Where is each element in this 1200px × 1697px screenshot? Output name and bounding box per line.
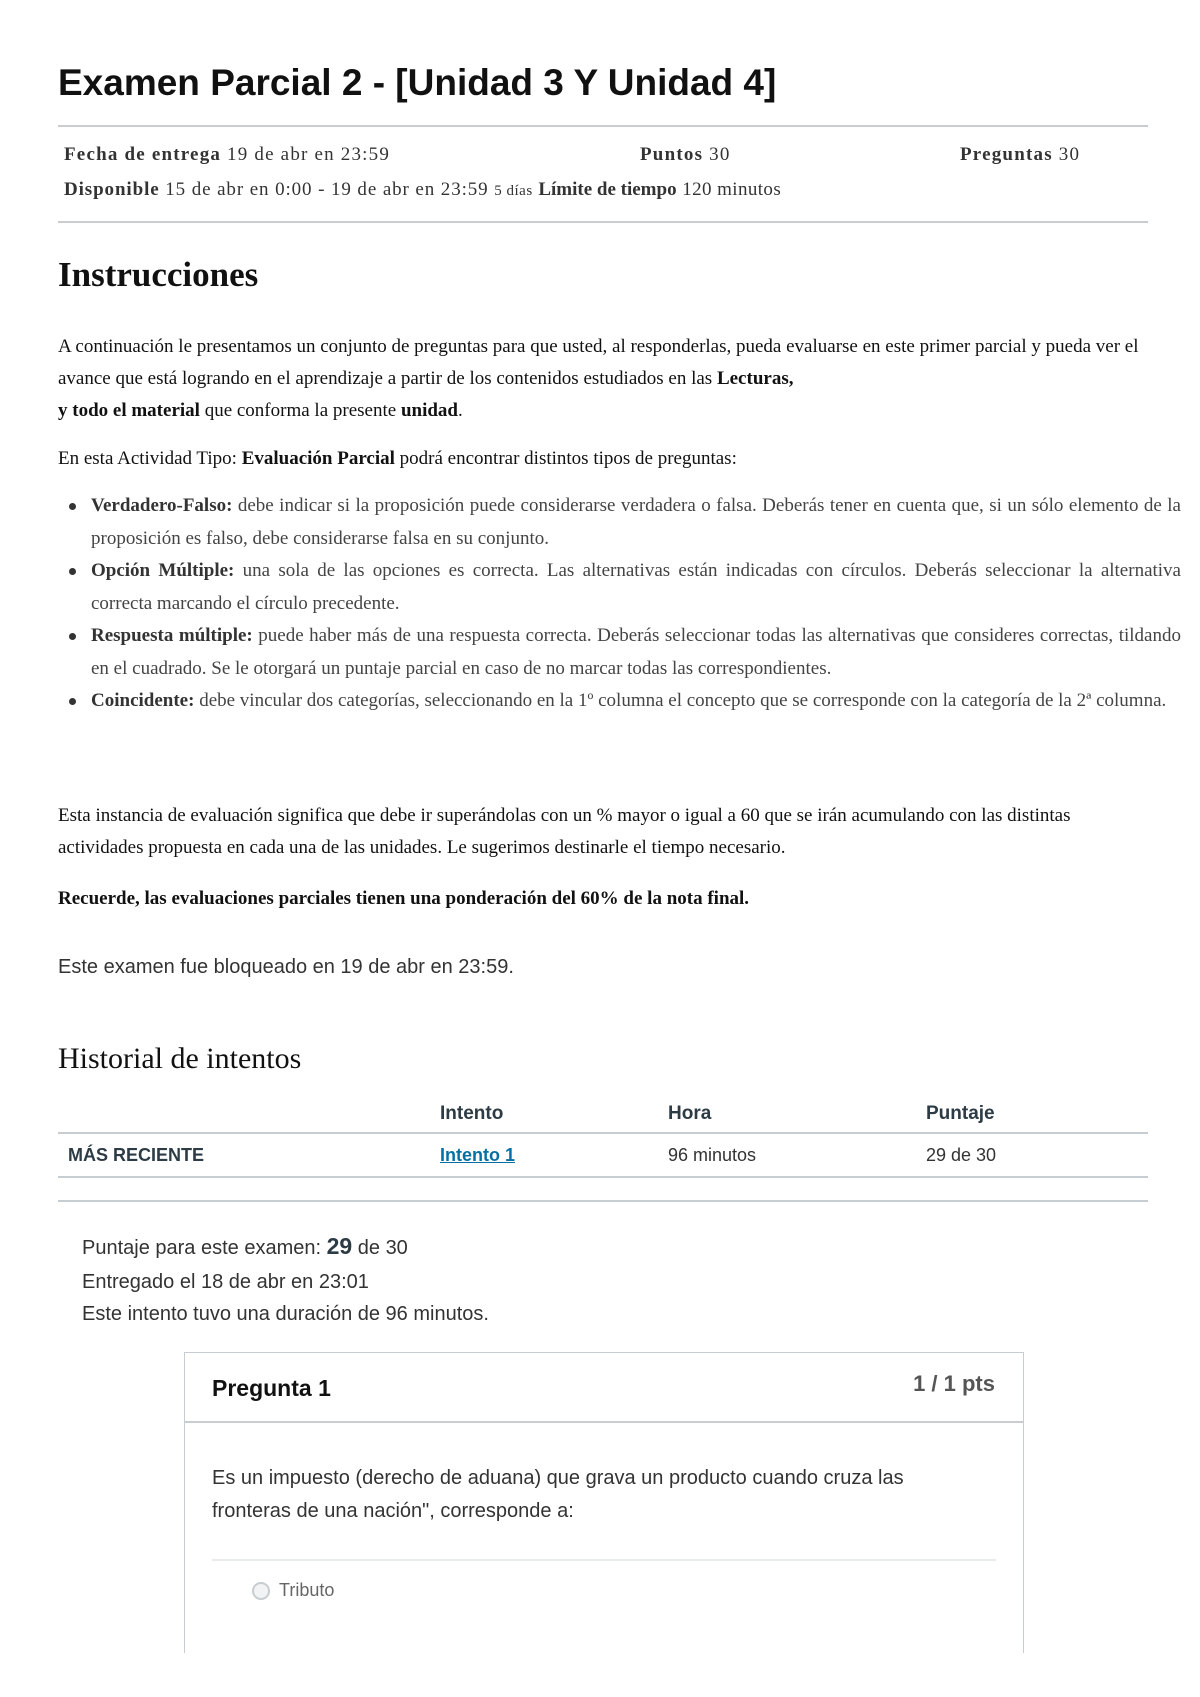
question-title: Pregunta 1: [212, 1375, 331, 1401]
question-points: 1 / 1 pts: [913, 1371, 995, 1396]
score-label: Puntaje para este examen:: [82, 1237, 327, 1259]
questions-label: Preguntas: [960, 144, 1053, 165]
column-header-attempt: Intento: [430, 1096, 658, 1133]
divider: [212, 1559, 996, 1561]
submitted-date: Entregado el 18 de abr en 23:01: [82, 1271, 369, 1293]
divider: [58, 125, 1148, 127]
score-total: de 30: [352, 1237, 408, 1259]
list-item: [91, 490, 1181, 555]
intro-bold-readings: Lecturas,: [716, 368, 794, 389]
answer-label: Tributo: [279, 1580, 335, 1600]
question-header: [185, 1353, 1023, 1423]
points-label: Puntos: [640, 144, 704, 165]
type-desc: debe indicar si la proposición puede considerarse verdadera o falsa. Deberás tener en cuenta que, si un sólo elemento de la proposición es falso, debe considerarse falsa en su conjunto.: [91, 495, 1181, 549]
divider: [58, 221, 1148, 223]
question-card: [184, 1352, 1024, 1653]
page-title: Examen Parcial 2 - [Unidad 3 Y Unidad 4]: [58, 62, 777, 103]
questions-info: [960, 144, 1080, 166]
points-info: [640, 144, 731, 166]
intro-bold-material: y todo el material: [58, 400, 200, 421]
type-desc: debe vincular dos categorías, seleccionando en la 1º columna el concepto que se corresponde con la categoría de la 2ª columna.: [194, 690, 1167, 711]
most-recent-label: MÁS RECIENTE: [58, 1133, 430, 1177]
points-value: 30: [709, 144, 731, 165]
type-name: Verdadero-Falso:: [91, 495, 233, 516]
weighting-note: Recuerde, las evaluaciones parciales tienen una ponderación del 60% de la nota final.: [58, 888, 750, 909]
attempt-duration: Este intento tuvo una duración de 96 minutos.: [82, 1303, 489, 1325]
evaluation-note: Esta instancia de evaluación significa que debe ir superándolas con un % mayor o igual a 60 que se irán acumulando con las distintas actividades propuesta en cada una de las unidades. Le sugerimos destinarle el tiempo necesario.: [58, 805, 1071, 858]
list-item: [91, 620, 1181, 685]
attempt-cell: [430, 1133, 658, 1177]
type-name: Opción Múltiple:: [91, 560, 235, 581]
attempt-link[interactable]: Intento 1: [440, 1144, 515, 1165]
score-value: 29: [326, 1233, 353, 1259]
activity-type-suffix: podrá encontrar distintos tipos de preguntas:: [394, 448, 737, 469]
history-heading: Historial de intentos: [58, 1042, 302, 1075]
available-value: 15 de abr en 0:00 - 19 de abr en 23:59: [165, 179, 489, 200]
questions-value: 30: [1058, 144, 1081, 165]
type-name: Coincidente:: [91, 690, 195, 711]
question-text: Es un impuesto (derecho de aduana) que grava un producto cuando cruza las fronteras de una nación", corresponde a:: [212, 1467, 904, 1522]
list-item: [91, 685, 1181, 718]
divider: [58, 1200, 1148, 1202]
instructions-heading: Instrucciones: [58, 255, 259, 294]
column-header-score: Puntaje: [916, 1096, 1148, 1133]
question-types-list: [58, 490, 1181, 718]
exam-score: [82, 1233, 408, 1260]
time-limit-value: 120 minutos: [682, 179, 782, 200]
due-date: [64, 144, 390, 166]
instructions-intro: [58, 331, 1148, 427]
due-value: 19 de abr en 23:59: [227, 144, 391, 165]
activity-type-name: Evaluación Parcial: [241, 448, 395, 469]
answer-radio[interactable]: [252, 1582, 270, 1600]
activity-type-prefix: En esta Actividad Tipo:: [58, 448, 242, 469]
due-label: Fecha de entrega: [64, 144, 222, 165]
available-label: Disponible: [64, 179, 160, 200]
table-header-row: [58, 1096, 1148, 1133]
type-desc: puede haber más de una respuesta correcta. Deberás seleccionar todas las alternativas que consideres correctas, tildando en el cuadrado. Se le otorgará un puntaje parcial en caso de no marcar todas las correspondientes.: [91, 625, 1181, 679]
intro-period: .: [457, 400, 463, 421]
time-cell: 96 minutos: [658, 1133, 916, 1177]
column-header: [58, 1096, 430, 1133]
attempt-history-table: [58, 1096, 1148, 1178]
type-name: Respuesta múltiple:: [91, 625, 253, 646]
intro-text-2: que conforma la presente: [199, 400, 401, 421]
intro-text: A continuación le presentamos un conjunto de preguntas para que usted, al responderlas, pueda evaluarse en este primer parcial y pueda ver el avance que está logrando en el aprendizaje a partir de los contenidos estudiados en las: [58, 336, 1139, 389]
score-cell: 29 de 30: [916, 1133, 1148, 1177]
column-header-time: Hora: [658, 1096, 916, 1133]
type-desc: una sola de las opciones es correcta. Las alternativas están indicadas con círculos. Deberás seleccionar la alternativa correcta marcando el círculo precedente.: [91, 560, 1181, 614]
availability: [64, 179, 781, 201]
intro-bold-unit: unidad: [400, 400, 458, 421]
list-item: [91, 555, 1181, 620]
available-days: 5 días: [494, 183, 533, 199]
activity-type-text: [58, 443, 1148, 475]
time-limit-label: Límite de tiempo: [538, 179, 677, 200]
locked-notice: Este examen fue bloqueado en 19 de abr en 23:59.: [58, 956, 514, 978]
table-row: [58, 1133, 1148, 1177]
